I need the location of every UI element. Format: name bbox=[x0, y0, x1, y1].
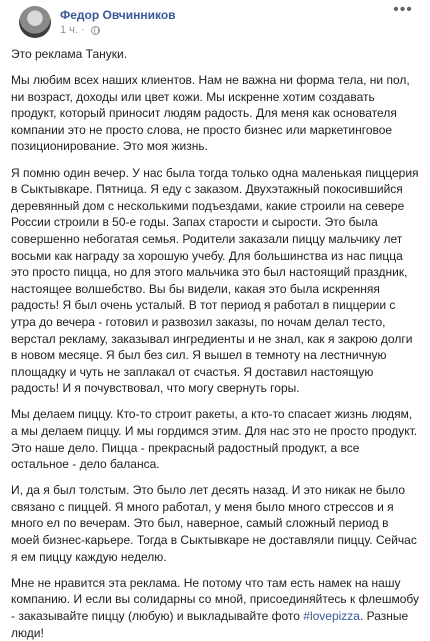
more-options-button[interactable] bbox=[391, 1, 415, 20]
post-meta bbox=[60, 24, 100, 36]
avatar[interactable] bbox=[19, 6, 51, 38]
hashtag-link[interactable]: #lovepizza bbox=[303, 608, 360, 623]
post-paragraph: Это реклама Тануки. bbox=[11, 47, 128, 61]
post-paragraph: И, да я был толстым. Это было лет десять назад. И это никак не было связано с пиццей. Я много работал, у меня было много стрессов и я много ел по вечерам. Это был, наверное, самый сложный период в моей бизнес-карьере. Тогда в Сыктывкаре не доставляли пиццу. Сейчас я ем пиццу каждую неделю. bbox=[11, 483, 417, 564]
post-body bbox=[9, 44, 421, 641]
globe-icon[interactable] bbox=[91, 26, 100, 35]
post-time[interactable]: 1 ч. bbox=[60, 24, 78, 36]
ellipsis-icon: ••• bbox=[393, 1, 413, 18]
post-paragraph: Я помню один вечер. У нас была тогда только одна маленькая пиццерия в Сыктывкаре. Пятница. Я еду с заказом. Двухэтажный покосившийся деревянный дом с несколькими подъездами, какие строили на севере России строили в 50-е годы. Запах старости и сырости. Это была совершенно небогатая семья. Родители заказали пиццу мальчику лет восьми как награду за хорошую учебу. Для большинства из нас пицца это просто пицца, но для этого мальчика это был настоящий праздник, настоящее волшебство. Вы бы видели, какая это была искренняя радость! Я был очень усталый. В тот период я работал в пиццерии с утра до вечера - готовил и развозил заказы, по ночам делал тесто, верстал рекламу, заказывал ингредиенты и не знал, как я закрою долги в новом месяце. Я был без сил. Я вышел в темноту на лестничную площадку и чуть не заплакал от счастья. Я доставил настоящую радость! И я почувствовал, что могу свернуть горы. bbox=[11, 165, 419, 396]
author-name[interactable]: Федор Овчинников bbox=[60, 8, 176, 22]
paragraph-text: . Разные люди! bbox=[11, 608, 409, 640]
post-paragraph: Мы любим всех наших клиентов. Нам не важна ни форма тела, ни пол, ни возраст, доходы или цвет кожи. Мы искренне хотим создавать продукт, который приносит людям радость. Для меня как основателя компании это не просто слова, не просто бизнес или маркетинговое позиционирование. Это моя жизнь. bbox=[11, 73, 410, 154]
separator-dot: · bbox=[80, 24, 85, 36]
post-paragraph: Мы делаем пиццу. Кто-то строит ракеты, а кто-то спасает жизнь людям, а мы делаем пиццу. И мы гордимся этим. Для нас это не просто продукт. Это наше дело. Пицца - прекрасный радостный продукт, а все остальное - дело баланса. bbox=[11, 407, 418, 472]
post-header bbox=[9, 0, 421, 44]
post-paragraph-last bbox=[11, 575, 419, 641]
paragraph-text: Мне не нравится эта реклама. Не потому что там есть намек на нашу компанию. И если вы солидарны со мной, присоединяйтесь к флешмобу - заказывайте пиццу (любую) и выкладывайте фото bbox=[11, 575, 420, 623]
